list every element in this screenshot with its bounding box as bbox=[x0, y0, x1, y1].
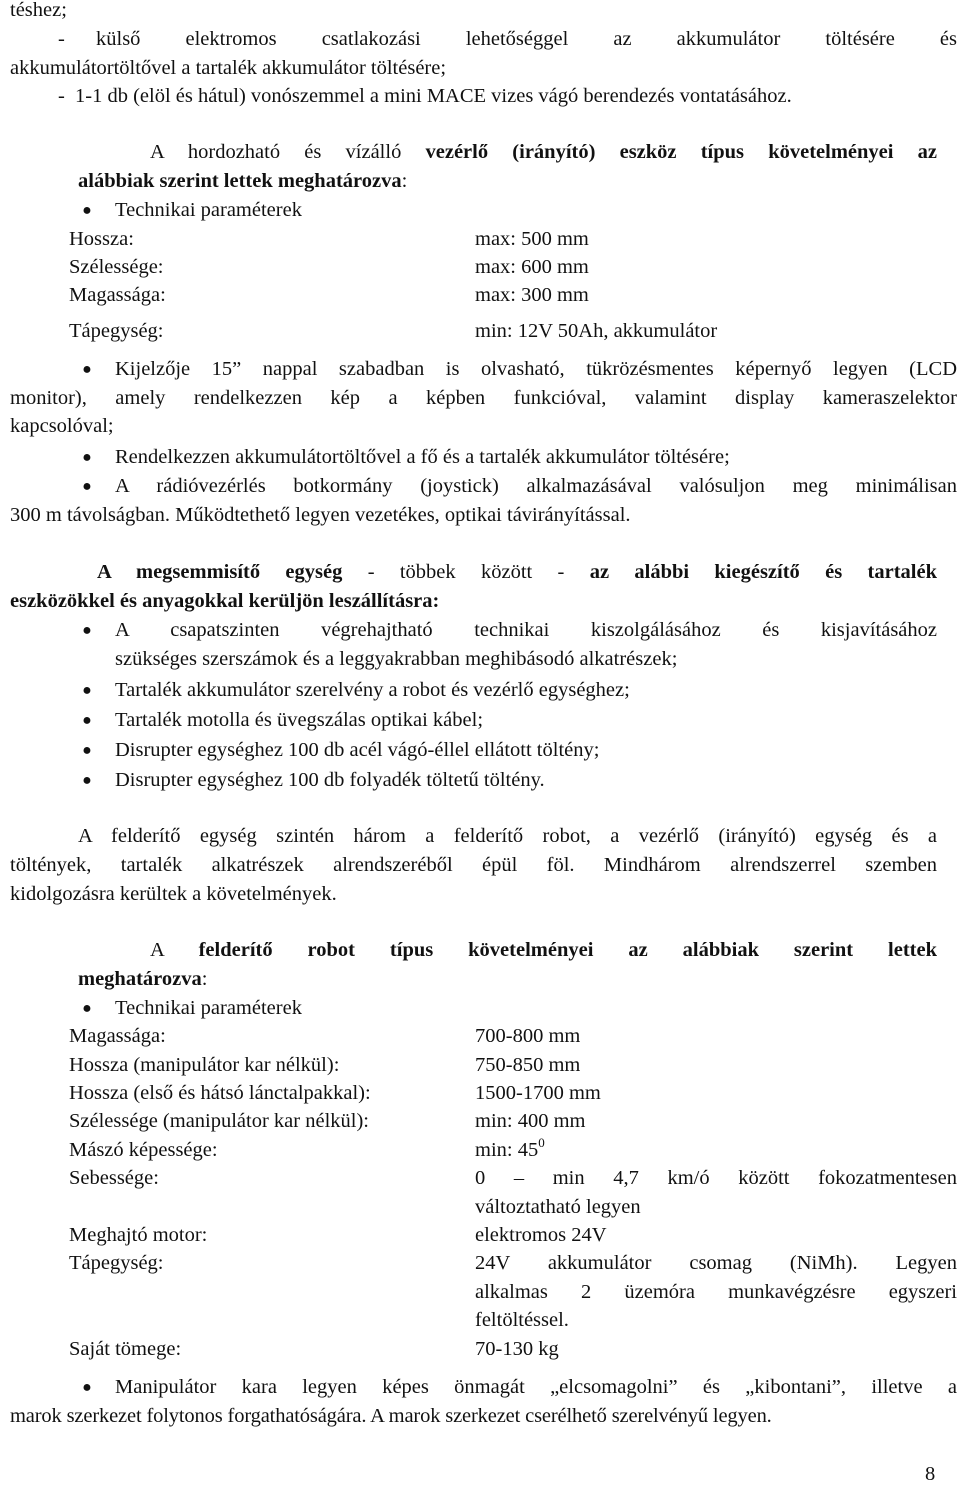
degree-superscript: 0 bbox=[538, 1135, 545, 1150]
param-value: min: 12V 50Ah, akkumulátor bbox=[475, 320, 718, 342]
section-intro-cont: eszközökkel és anyagokkal kerüljön leszállításra: bbox=[10, 590, 440, 612]
param-value: min: 400 mm bbox=[475, 1110, 586, 1132]
param-value: min: $45^0$ bbox=[475, 1135, 545, 1161]
bullet-icon: ● bbox=[82, 742, 92, 759]
param-value: 750-850 mm bbox=[475, 1054, 581, 1076]
param-label: Saját tömege: bbox=[69, 1338, 182, 1360]
bullet-text: Technikai paraméterek bbox=[115, 199, 302, 221]
param-value: elektromos 24V bbox=[475, 1224, 607, 1246]
section-intro: A megsemmisítő egység - többek között - az alábbi kiegészítő és tartalék bbox=[97, 561, 937, 583]
section-intro-cont: meghatározva: bbox=[78, 968, 208, 990]
text-line: monitor), amely rendelkezzen kép a képben funkcióval, valamint display kameraszelektor bbox=[10, 387, 957, 409]
bullet-icon: ● bbox=[82, 622, 92, 639]
section-intro: A felderítő robot típus követelményei az alábbiak szerint lettek bbox=[150, 939, 937, 961]
param-value: 0 – min 4,7 km/ó között fokozatmentesen bbox=[475, 1167, 957, 1189]
text-line: külső elektromos csatlakozási lehetőséggel az akkumulátor töltésére és bbox=[96, 28, 957, 50]
param-value: 1500-1700 mm bbox=[475, 1082, 601, 1104]
bullet-text: Rendelkezzen akkumulátortöltővel a fő és a tartalék akkumulátor töltésére; bbox=[115, 446, 730, 468]
bullet-text: Technikai paraméterek bbox=[115, 997, 302, 1019]
text-line: marok szerkezet folytonos forgathatóságára. A marok szerkezet cserélhető szerelvényű legyen. bbox=[10, 1405, 772, 1427]
bullet-text: Tartalék akkumulátor szerelvény a robot és vezérlő egységhez; bbox=[115, 679, 630, 701]
bullet-text: Disrupter egységhez 100 db folyadék töltetű töltény. bbox=[115, 769, 545, 791]
param-value-cont: feltöltéssel. bbox=[475, 1309, 569, 1331]
page-number: 8 bbox=[925, 1463, 936, 1485]
bullet-icon: ● bbox=[82, 449, 92, 466]
param-value: 24V akkumulátor csomag (NiMh). Legyen bbox=[475, 1252, 957, 1274]
dash-marker: - bbox=[58, 28, 65, 50]
bullet-icon: ● bbox=[82, 772, 92, 789]
text-line: kidolgozásra kerültek a követelmények. bbox=[10, 883, 337, 905]
dash-marker: - bbox=[58, 85, 65, 107]
param-label: Magassága: bbox=[69, 284, 166, 306]
bullet-icon: ● bbox=[82, 682, 92, 699]
param-label: Tápegység: bbox=[69, 320, 164, 342]
text-line: 300 m távolságban. Működtethető legyen vezetékes, optikai távirányítással. bbox=[10, 504, 631, 526]
bullet-text: Manipulátor kara legyen képes önmagát „elcsomagolni” és „kibontani”, illetve a bbox=[115, 1376, 957, 1398]
param-label: Hossza (manipulátor kar nélkül): bbox=[69, 1054, 340, 1076]
bullet-text: A csapatszinten végrehajtható technikai kiszolgálásához és kisjavításához bbox=[115, 619, 937, 641]
bullet-icon: ● bbox=[82, 478, 92, 495]
bullet-icon: ● bbox=[82, 202, 92, 219]
section-intro: A hordozható és vízálló vezérlő (irányító) eszköz típus követelményei az bbox=[150, 141, 937, 163]
bullet-icon: ● bbox=[82, 361, 92, 378]
bullet-text: Tartalék motolla és üvegszálas optikai kábel; bbox=[115, 709, 484, 731]
param-value: max: 300 mm bbox=[475, 284, 589, 306]
param-label: Szélessége: bbox=[69, 256, 164, 278]
text-line: téshez; bbox=[10, 0, 67, 21]
param-label: Mászó képessége: bbox=[69, 1139, 218, 1161]
param-label: Hossza: bbox=[69, 228, 134, 250]
text-line: töltények, tartalék alkatrészek alrendszeréből épül föl. Mindhárom alrendszerrel szemben bbox=[10, 854, 937, 876]
param-value-cont: alkalmas 2 üzemóra munkavégzésre egyszeri bbox=[475, 1281, 957, 1303]
param-label: Tápegység: bbox=[69, 1252, 164, 1274]
param-label: Szélessége (manipulátor kar nélkül): bbox=[69, 1110, 369, 1132]
param-value-cont: változtatható legyen bbox=[475, 1196, 641, 1218]
bullet-text: Kijelzője 15” nappal szabadban is olvasható, tükrözésmentes képernyő legyen (LCD bbox=[115, 358, 957, 380]
param-label: Meghajtó motor: bbox=[69, 1224, 208, 1246]
param-value: 700-800 mm bbox=[475, 1025, 581, 1047]
bullet-icon: ● bbox=[82, 1379, 92, 1396]
param-value: 70-130 kg bbox=[475, 1338, 559, 1360]
bullet-text: Disrupter egységhez 100 db acél vágó-éllel ellátott töltény; bbox=[115, 739, 600, 761]
bullet-icon: ● bbox=[82, 712, 92, 729]
text-line: kapcsolóval; bbox=[10, 415, 114, 437]
section-intro-cont: alábbiak szerint lettek meghatározva: bbox=[78, 170, 408, 192]
text-line: akkumulátortöltővel a tartalék akkumulátor töltésére; bbox=[10, 57, 447, 79]
param-label: Magassága: bbox=[69, 1025, 166, 1047]
text-line: A felderítő egység szintén három a felderítő robot, a vezérlő (irányító) egység és a bbox=[78, 825, 937, 847]
param-label: Hossza (első és hátsó lánctalpakkal): bbox=[69, 1082, 371, 1104]
param-label: Sebessége: bbox=[69, 1167, 159, 1189]
bullet-text: A rádióvezérlés botkormány (joystick) alkalmazásával valósuljon meg minimálisan bbox=[115, 475, 957, 497]
text-line: 1-1 db (elöl és hátul) vonószemmel a mini MACE vizes vágó berendezés vontatásához. bbox=[75, 85, 792, 107]
param-value: max: 500 mm bbox=[475, 228, 589, 250]
text-line: szükséges szerszámok és a leggyakrabban meghibásodó alkatrészek; bbox=[115, 648, 678, 670]
param-value: max: 600 mm bbox=[475, 256, 589, 278]
bullet-icon: ● bbox=[82, 1000, 92, 1017]
